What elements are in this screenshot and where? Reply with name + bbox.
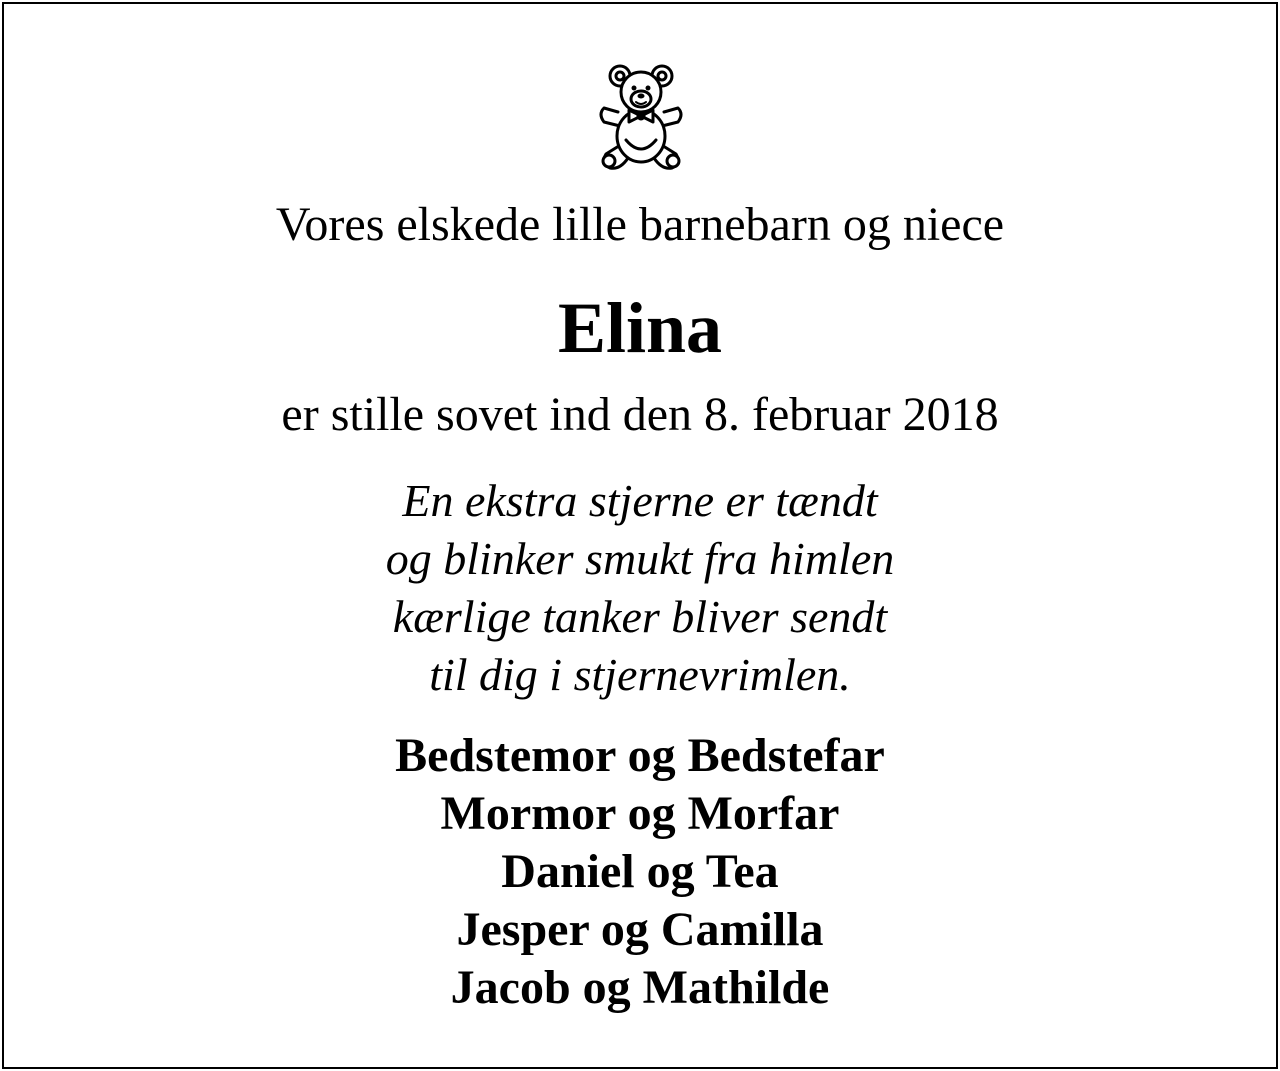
poem-line: og blinker smukt fra himlen [385,533,895,584]
family-line: Daniel og Tea [501,845,779,898]
family-line: Jesper og Camilla [456,903,824,956]
poem-line: kærlige tanker bliver sendt [392,591,888,642]
intro-text: Vores elskede lille barnebarn og niece [275,198,1005,251]
family-line: Bedstemor og Bedstefar [395,729,885,782]
family-line: Jacob og Mathilde [450,961,830,1014]
poem-line: til dig i stjernevrimlen. [429,649,851,700]
family-signatures [0,727,1280,1017]
poem [0,472,1280,704]
date-of-passing-text: er stille sovet ind den 8. februar 2018 [281,388,999,441]
teddy-bear-icon [596,62,686,172]
deceased-name: Elina [557,288,723,368]
family-line: Mormor og Morfar [440,787,840,840]
poem-line: En ekstra stjerne er tændt [402,475,878,526]
